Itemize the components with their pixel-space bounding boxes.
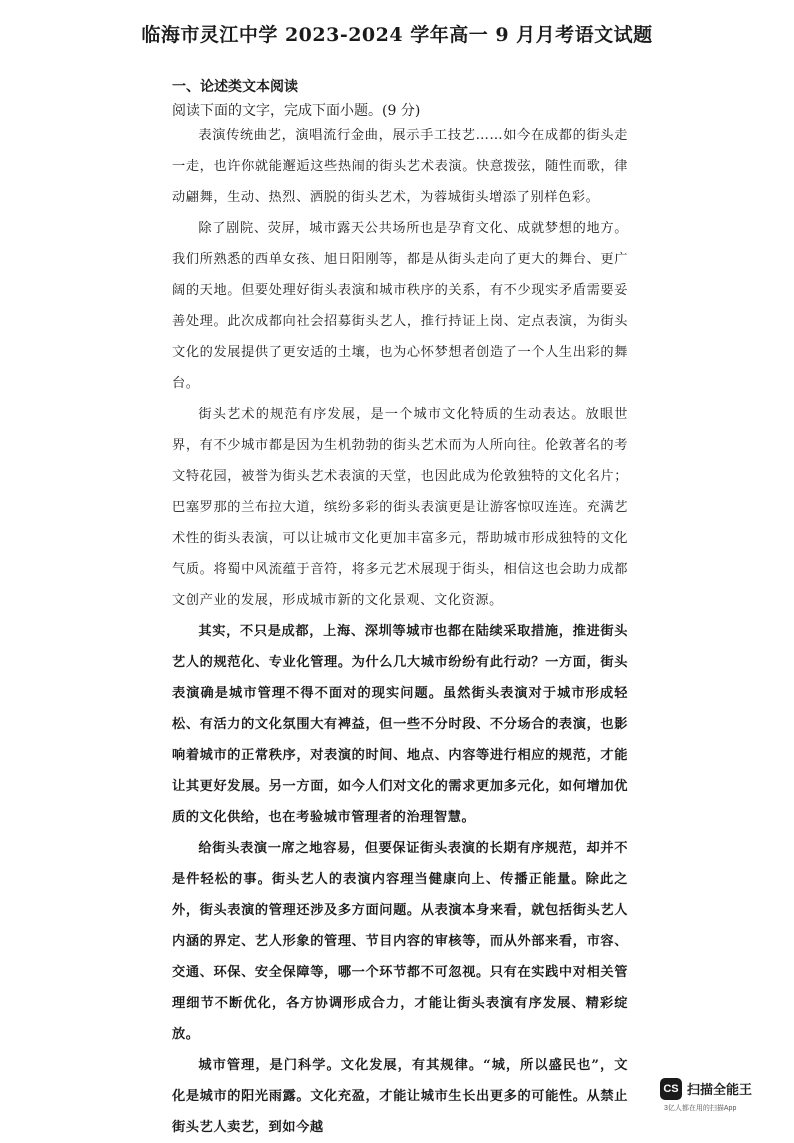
page-title: 临海市灵江中学 2023-2024 学年高一 9 月月考语文试题 bbox=[141, 24, 653, 46]
watermark-brand: 扫描全能王 bbox=[687, 1082, 753, 1097]
scanner-watermark bbox=[660, 1074, 780, 1114]
paragraph-2: 除了剧院、荧屏，城市露天公共场所也是孕育文化、成就梦想的地方。我们所熟悉的西单女孩、旭日阳刚等，都是从街头走向了更大的舞台、更广阔的天地。但要处理好街头表演和城市秩序的关系，有不少现实矛盾需要妥善处理。此次成都向社会招募街头艺人，推行持证上岗、定点表演，为街头文化的发展提供了更安适的土壤，也为心怀梦想者创造了一个人生出彩的舞台。 bbox=[172, 221, 628, 391]
section-heading: 一、论述类文本阅读 bbox=[172, 79, 298, 95]
paragraph-4: 其实，不只是成都，上海、深圳等城市也都在陆续采取措施，推进街头艺人的规范化、专业化管理。为什么几大城市纷纷有此行动？一方面，街头表演确是城市管理不得不面对的现实问题。虽然街头表演对于城市形成轻松、有活力的文化氛围大有裨益，但一些不分时段、不分场合的表演，也影响着城市的正常秩序，对表演的时间、地点、内容等进行相应的规范，才能让其更好发展。另一方面，如今人们对文化的需求更加多元化，如何增加优质的文化供给，也在考验城市管理者的治理智慧。 bbox=[172, 624, 628, 825]
article-body bbox=[172, 120, 628, 1143]
paragraph-5: 给街头表演一席之地容易，但要保证街头表演的长期有序规范，却并不是件轻松的事。街头艺人的表演内容理当健康向上、传播正能量。除此之外，街头表演的管理还涉及多方面问题。从表演本身来看，就包括街头艺人内涵的界定、艺人形象的管理、节目内容的审核等，而从外部来看，市容、交通、环保、安全保障等，哪一个环节都不可忽视。只有在实践中对相关管理细节不断优化，各方协调形成合力，才能让街头表演有序发展、精彩绽放。 bbox=[172, 841, 628, 1042]
paragraph-3: 街头艺术的规范有序发展，是一个城市文化特质的生动表达。放眼世界，有不少城市都是因为生机勃勃的街头艺术而为人所向往。伦敦著名的考文特花园，被誉为街头艺术表演的天堂，也因此成为伦敦独特的文化名片；巴塞罗那的兰布拉大道，缤纷多彩的街头表演更是让游客惊叹连连。充满艺术性的街头表演，可以让城市文化更加丰富多元，帮助城市形成独特的文化气质。将蜀中风流蕴于音符，将多元艺术展现于街头，相信这也会助力成都文创产业的发展，形成城市新的文化景观、文化资源。 bbox=[172, 407, 628, 608]
camscanner-logo-icon: CS bbox=[660, 1078, 682, 1100]
question-instruction: 阅读下面的文字，完成下面小题。(9 分) bbox=[172, 103, 421, 119]
watermark-tagline: 3亿人都在用的扫描App bbox=[664, 1105, 737, 1112]
paragraph-1: 表演传统曲艺，演唱流行金曲，展示手工技艺……如今在成都的街头走一走，也许你就能邂逅这些热闹的街头艺术表演。快意拨弦，随性而歌，律动翩舞，生动、热烈、洒脱的街头艺术，为蓉城街头增添了别样色彩。 bbox=[172, 128, 628, 205]
paragraph-6: 城市管理，是门科学。文化发展，有其规律。“城，所以盛民也”，文化是城市的阳光雨露。文化充盈，才能让城市生长出更多的可能性。从禁止街头艺人卖艺，到如今越 bbox=[172, 1058, 628, 1135]
